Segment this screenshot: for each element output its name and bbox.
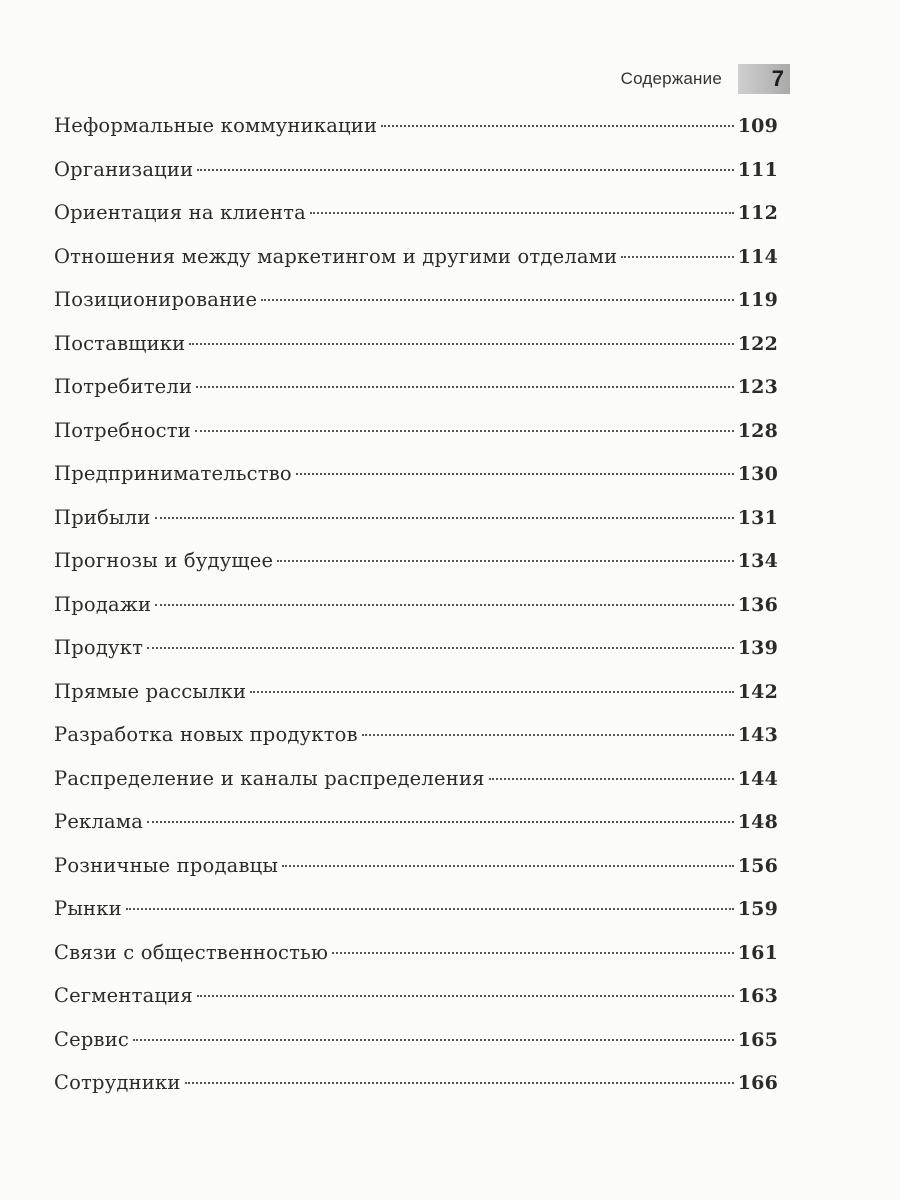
dot-leader — [195, 430, 734, 432]
toc-entry-page: 148 — [737, 811, 778, 833]
toc-entry-title: Связи с общественностью — [54, 940, 329, 964]
toc-entry-title: Прибыли — [54, 505, 151, 529]
toc-entry — [54, 539, 778, 583]
toc-entry — [54, 409, 778, 453]
dot-leader — [362, 734, 734, 736]
toc-entry-title: Ориентация на клиента — [54, 201, 306, 224]
toc-entry-page: 136 — [737, 593, 778, 616]
toc-entry — [54, 626, 778, 670]
toc-entry-page: 114 — [737, 245, 778, 268]
dot-leader — [489, 778, 734, 780]
toc-entry-page: 123 — [737, 376, 778, 398]
toc-entry — [54, 757, 778, 801]
toc-entry-title: Предпринимательство — [54, 462, 292, 485]
dot-leader — [332, 952, 734, 954]
toc-entry — [54, 278, 778, 322]
toc-entry-page: 163 — [737, 985, 778, 1007]
toc-entry-page: 131 — [737, 506, 778, 529]
page-number-tab: 7 — [738, 64, 790, 94]
dot-leader — [310, 212, 734, 214]
toc-entry-page: 111 — [737, 158, 778, 181]
toc-entry — [54, 235, 778, 279]
dot-leader — [261, 299, 734, 301]
toc-entry-page: 139 — [737, 637, 778, 659]
toc-entry — [54, 322, 778, 366]
dot-leader — [189, 343, 733, 345]
toc-entry-page: 142 — [737, 680, 778, 703]
toc-entry-page: 161 — [737, 941, 778, 964]
toc-entry — [54, 365, 778, 409]
dot-leader — [185, 1082, 734, 1084]
dot-leader — [277, 560, 734, 562]
toc-entry-page: 119 — [737, 289, 778, 311]
section-title: Содержание — [620, 69, 722, 88]
toc-entry-page: 122 — [737, 332, 778, 355]
toc-entry — [54, 496, 778, 540]
toc-entry-title: Реклама — [54, 810, 144, 833]
toc-entry-title: Сотрудники — [54, 1071, 181, 1094]
toc-entry-page: 165 — [737, 1028, 778, 1051]
toc-entry-title: Потребители — [54, 375, 193, 398]
toc-entry-title: Потребности — [54, 418, 191, 442]
toc-entry-title: Продажи — [54, 592, 152, 616]
toc-entry-title: Сервис — [54, 1027, 130, 1051]
dot-leader — [196, 386, 734, 388]
table-of-contents — [54, 104, 778, 1105]
toc-entry-title: Разработка новых продуктов — [54, 723, 358, 746]
toc-entry-page: 166 — [737, 1072, 778, 1094]
toc-entry-title: Отношения между маркетингом и другими отделами — [54, 244, 618, 268]
toc-entry — [54, 191, 778, 235]
toc-entry-title: Прогнозы и будущее — [54, 549, 274, 572]
toc-entry-title: Позиционирование — [54, 288, 258, 311]
toc-entry-title: Неформальные коммуникации — [54, 114, 378, 137]
toc-entry-page: 156 — [737, 854, 778, 877]
toc-entry — [54, 1061, 778, 1105]
dot-leader — [126, 908, 734, 910]
dot-leader — [147, 821, 734, 823]
toc-entry — [54, 452, 778, 496]
toc-entry-title: Поставщики — [54, 331, 186, 355]
toc-entry — [54, 887, 778, 931]
toc-entry-page: 144 — [737, 767, 778, 790]
toc-entry — [54, 713, 778, 757]
toc-entry-title: Розничные продавцы — [54, 853, 279, 877]
toc-entry — [54, 974, 778, 1018]
dot-leader — [155, 604, 734, 606]
dot-leader — [155, 517, 734, 519]
dot-leader — [197, 995, 734, 997]
toc-entry-page: 143 — [737, 724, 778, 746]
toc-entry — [54, 1018, 778, 1062]
toc-entry-title: Рынки — [54, 897, 122, 920]
toc-entry — [54, 931, 778, 975]
toc-entry-page: 112 — [737, 202, 778, 224]
toc-entry-page: 159 — [737, 898, 778, 920]
toc-entry-title: Прямые рассылки — [54, 679, 247, 703]
dot-leader — [197, 169, 733, 171]
toc-entry — [54, 148, 778, 192]
toc-entry-page: 109 — [737, 115, 778, 137]
toc-entry — [54, 800, 778, 844]
toc-entry-title: Продукт — [54, 636, 144, 659]
toc-entry-page: 130 — [737, 463, 778, 485]
dot-leader — [147, 647, 734, 649]
toc-entry-title: Организации — [54, 157, 194, 181]
running-head — [560, 62, 790, 96]
toc-entry — [54, 104, 778, 148]
dot-leader — [282, 865, 734, 867]
dot-leader — [250, 691, 733, 693]
dot-leader — [296, 473, 734, 475]
dot-leader — [133, 1039, 734, 1041]
toc-entry-page: 128 — [737, 419, 778, 442]
dot-leader — [621, 256, 733, 258]
toc-entry-title: Распределение и каналы распределения — [54, 766, 485, 790]
dot-leader — [381, 125, 734, 127]
toc-entry-page: 134 — [737, 550, 778, 572]
toc-entry — [54, 844, 778, 888]
toc-entry — [54, 670, 778, 714]
toc-entry-title: Сегментация — [54, 984, 193, 1007]
toc-entry — [54, 583, 778, 627]
